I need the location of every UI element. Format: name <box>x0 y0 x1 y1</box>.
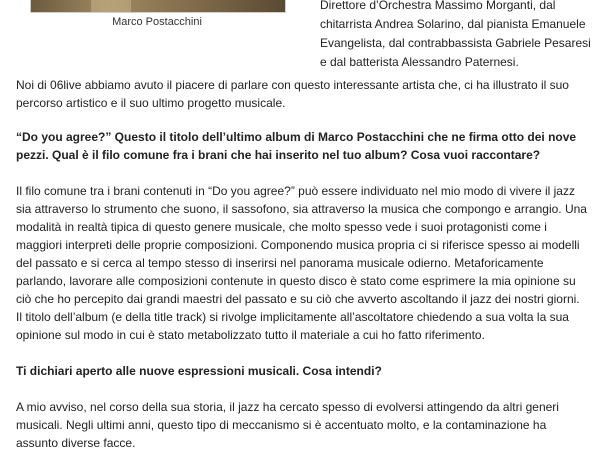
artist-photo <box>30 0 286 13</box>
photo-figure <box>14 0 300 46</box>
article-body <box>16 76 588 452</box>
band-members-text: Direttore d’Orchestra Massimo Morganti, dal chitarrista Andrea Solarino, dal pianista Emanuele Evangelista, dal contrabbassista Gabriele Pesaresi e dal batterista Alessandro Paternesi. <box>320 0 591 69</box>
intro-paragraph: Noi di 06live abbiamo avuto il piacere di parlare con questo interessante artista che, ci ha illustrato il suo percorso artistico e il suo ultimo progetto musicale. <box>16 78 569 110</box>
answer-2: A mio avviso, nel corso della sua storia, il jazz ha cercato spesso di evolversi attingendo da altri generi musicali. Negli ultimi anni, questo tipo di meccanismo si è accentuato molto, e la contaminazione ha assunto diverse facce. <box>16 400 559 450</box>
answer-1: Il filo comune tra i brani contenuti in “Do you agree?” può essere individuato nel mio modo di vivere il jazz sia attraverso lo strumento che suono, il sassofono, sia attraverso la musica che compongo e arrangio. Una modalità in realtà tipica di questo genere musicale, che molto spesso vede i suoi protagonisti come i maggiori interpreti delle proprie composizioni. Componendo musica propria ci si riferisce spesso ai modelli del passato e si cerca al tempo stesso di inserirsi nel panorama musicale odierno. Metaforicamente parlando, lavorare alle composizioni contenute in questo disco è stato come esprimere la mia opinione su ciò che ho percepito dai grandi maestri del passato e su ciò che avverto ascoltando il jazz dei nostri giorni. Il titolo dell’album (e della title track) si rivolge implicitamente all’ascoltatore chiedendo a sua volta la sua opinione sul modo in cui è stato metabolizzato tutto il materiale a cui ho fatto riferimento. <box>16 184 587 342</box>
question-1: “Do you agree?” Questo il titolo dell’ultimo album di Marco Postacchini che ne firma otto dei nove pezzi. Qual è il filo comune fra i brani che hai inserito nel tuo album? Cosa vuoi raccontare? <box>16 130 577 162</box>
question-2: Ti dichiari aperto alle nuove espressioni musicali. Cosa intendi? <box>16 364 382 378</box>
photo-caption: Marco Postacchini <box>112 16 202 28</box>
